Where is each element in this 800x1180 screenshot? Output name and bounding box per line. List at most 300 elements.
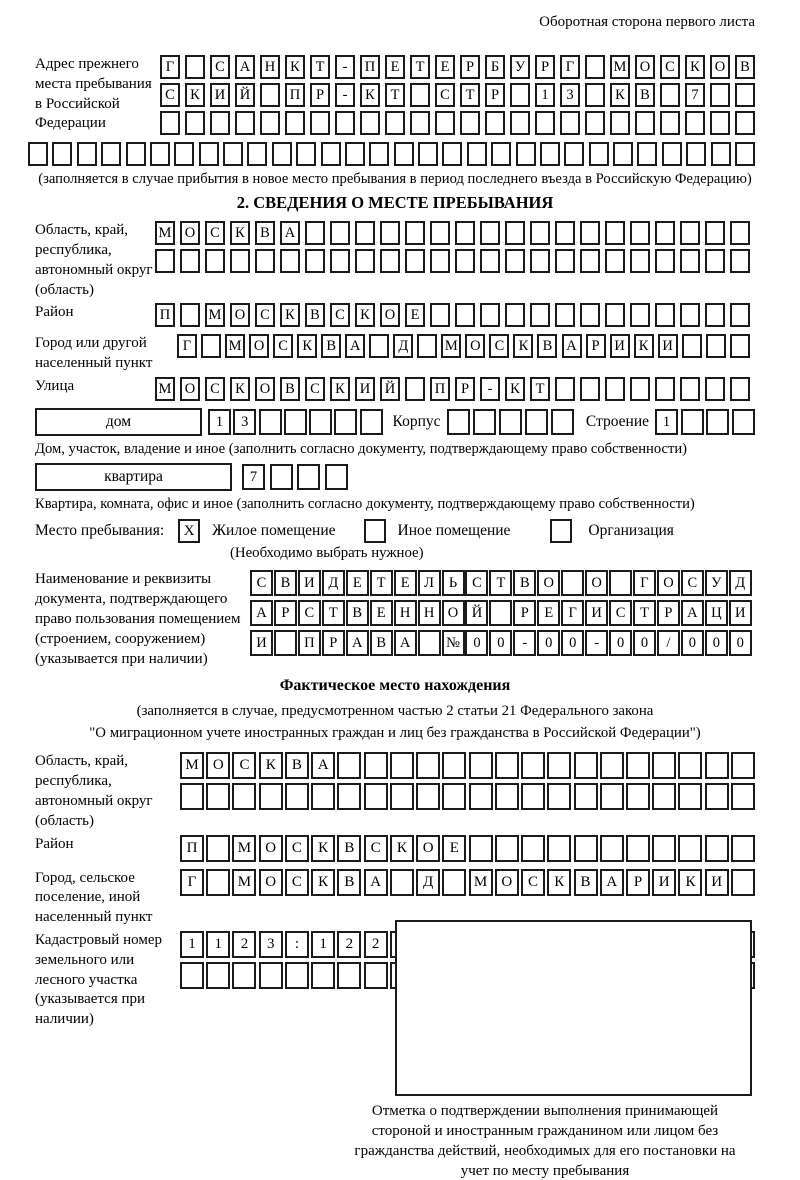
char-box[interactable] xyxy=(686,142,706,166)
char-box[interactable] xyxy=(510,111,530,135)
char-box[interactable]: М xyxy=(441,334,461,358)
char-box[interactable]: Р xyxy=(310,83,330,107)
checkbox-zhiloe[interactable]: X xyxy=(178,519,200,543)
char-box[interactable] xyxy=(460,111,480,135)
char-box[interactable] xyxy=(223,142,243,166)
char-box[interactable]: А xyxy=(280,221,300,245)
char-box[interactable] xyxy=(285,783,309,810)
dom-type-box[interactable]: дом xyxy=(35,408,202,436)
char-box[interactable]: 3 xyxy=(560,83,580,107)
char-box[interactable] xyxy=(685,111,705,135)
char-box[interactable] xyxy=(491,142,511,166)
char-box[interactable] xyxy=(652,783,676,810)
char-box[interactable]: К xyxy=(185,83,205,107)
char-box[interactable] xyxy=(630,377,650,401)
char-box[interactable]: В xyxy=(735,55,755,79)
char-box[interactable] xyxy=(585,55,605,79)
char-box[interactable]: С xyxy=(660,55,680,79)
char-box[interactable] xyxy=(410,83,430,107)
char-box[interactable] xyxy=(296,142,316,166)
char-box[interactable]: Т xyxy=(460,83,480,107)
char-box[interactable]: М xyxy=(225,334,245,358)
char-box[interactable]: 1 xyxy=(655,409,678,435)
char-box[interactable] xyxy=(180,249,200,273)
char-box[interactable]: Й xyxy=(235,83,255,107)
char-box[interactable] xyxy=(360,111,380,135)
char-box[interactable]: И xyxy=(250,630,273,656)
char-box[interactable]: Е xyxy=(394,570,417,596)
char-box[interactable]: Е xyxy=(435,55,455,79)
char-box[interactable]: В xyxy=(513,570,536,596)
char-box[interactable]: Р xyxy=(535,55,555,79)
char-box[interactable]: Г xyxy=(177,334,197,358)
char-box[interactable] xyxy=(330,221,350,245)
checkbox-inoe[interactable] xyxy=(364,519,386,543)
char-box[interactable] xyxy=(199,142,219,166)
char-box[interactable]: Е xyxy=(346,570,369,596)
char-box[interactable] xyxy=(510,83,530,107)
char-box[interactable] xyxy=(360,409,383,435)
char-box[interactable] xyxy=(206,962,230,989)
char-box[interactable]: 1 xyxy=(180,931,204,958)
char-box[interactable] xyxy=(334,409,357,435)
char-box[interactable]: Е xyxy=(442,835,466,862)
char-box[interactable]: С xyxy=(205,377,225,401)
char-box[interactable]: В xyxy=(285,752,309,779)
char-box[interactable]: С xyxy=(285,869,309,896)
char-box[interactable]: М xyxy=(180,752,204,779)
char-box[interactable] xyxy=(260,83,280,107)
char-box[interactable]: М xyxy=(155,221,175,245)
char-box[interactable]: О xyxy=(657,570,680,596)
char-box[interactable] xyxy=(467,142,487,166)
char-box[interactable]: Е xyxy=(405,303,425,327)
char-box[interactable]: К xyxy=(685,55,705,79)
char-box[interactable] xyxy=(364,962,388,989)
char-box[interactable] xyxy=(260,111,280,135)
char-box[interactable] xyxy=(280,249,300,273)
char-box[interactable]: Н xyxy=(260,55,280,79)
char-box[interactable] xyxy=(270,464,293,490)
char-box[interactable]: А xyxy=(235,55,255,79)
char-box[interactable]: А xyxy=(364,869,388,896)
char-box[interactable]: В xyxy=(280,377,300,401)
char-box[interactable]: О xyxy=(249,334,269,358)
char-box[interactable] xyxy=(600,835,624,862)
char-box[interactable]: С xyxy=(210,55,230,79)
char-box[interactable]: Б xyxy=(485,55,505,79)
char-box[interactable] xyxy=(731,783,755,810)
char-box[interactable] xyxy=(705,249,725,273)
char-box[interactable] xyxy=(205,249,225,273)
char-box[interactable]: П xyxy=(180,835,204,862)
char-box[interactable] xyxy=(580,221,600,245)
char-box[interactable] xyxy=(505,249,525,273)
char-box[interactable]: № xyxy=(442,630,465,656)
char-box[interactable] xyxy=(655,221,675,245)
char-box[interactable] xyxy=(680,377,700,401)
char-box[interactable] xyxy=(311,783,335,810)
char-box[interactable] xyxy=(485,111,505,135)
char-box[interactable] xyxy=(442,783,466,810)
char-box[interactable]: У xyxy=(510,55,530,79)
char-box[interactable]: К xyxy=(634,334,654,358)
char-box[interactable] xyxy=(380,221,400,245)
char-box[interactable] xyxy=(732,409,755,435)
char-box[interactable] xyxy=(730,303,750,327)
char-box[interactable]: М xyxy=(610,55,630,79)
char-box[interactable]: Р xyxy=(626,869,650,896)
char-box[interactable]: П xyxy=(430,377,450,401)
char-box[interactable] xyxy=(585,111,605,135)
char-box[interactable]: 0 xyxy=(609,630,632,656)
char-box[interactable] xyxy=(521,752,545,779)
char-box[interactable] xyxy=(394,142,414,166)
char-box[interactable]: В xyxy=(574,869,598,896)
char-box[interactable]: Т xyxy=(489,570,512,596)
char-box[interactable] xyxy=(206,869,230,896)
char-box[interactable]: 3 xyxy=(259,931,283,958)
char-box[interactable] xyxy=(735,83,755,107)
char-box[interactable] xyxy=(405,377,425,401)
char-box[interactable]: К xyxy=(505,377,525,401)
char-box[interactable]: Г xyxy=(160,55,180,79)
char-box[interactable] xyxy=(442,142,462,166)
char-box[interactable]: М xyxy=(205,303,225,327)
char-box[interactable] xyxy=(547,783,571,810)
char-box[interactable] xyxy=(230,249,250,273)
char-box[interactable]: О xyxy=(635,55,655,79)
char-box[interactable] xyxy=(495,752,519,779)
char-box[interactable]: К xyxy=(311,835,335,862)
char-box[interactable]: 0 xyxy=(465,630,488,656)
char-box[interactable] xyxy=(655,303,675,327)
char-box[interactable]: 0 xyxy=(489,630,512,656)
char-box[interactable] xyxy=(180,303,200,327)
char-box[interactable]: С xyxy=(364,835,388,862)
char-box[interactable] xyxy=(416,752,440,779)
char-box[interactable] xyxy=(418,142,438,166)
char-box[interactable] xyxy=(337,783,361,810)
char-box[interactable] xyxy=(626,783,650,810)
char-box[interactable] xyxy=(730,221,750,245)
char-box[interactable]: С xyxy=(465,570,488,596)
char-box[interactable]: 0 xyxy=(561,630,584,656)
char-box[interactable] xyxy=(605,221,625,245)
char-box[interactable] xyxy=(530,303,550,327)
char-box[interactable]: В xyxy=(537,334,557,358)
char-box[interactable] xyxy=(705,783,729,810)
char-box[interactable] xyxy=(730,249,750,273)
char-box[interactable]: В xyxy=(370,630,393,656)
char-box[interactable] xyxy=(150,142,170,166)
char-box[interactable] xyxy=(660,83,680,107)
char-box[interactable] xyxy=(574,783,598,810)
char-box[interactable]: Р xyxy=(586,334,606,358)
char-box[interactable] xyxy=(455,221,475,245)
char-box[interactable]: 0 xyxy=(681,630,704,656)
char-box[interactable]: И xyxy=(298,570,321,596)
char-box[interactable] xyxy=(417,334,437,358)
char-box[interactable] xyxy=(480,221,500,245)
char-box[interactable] xyxy=(530,249,550,273)
char-box[interactable]: 3 xyxy=(233,409,256,435)
char-box[interactable] xyxy=(705,752,729,779)
char-box[interactable]: К xyxy=(230,221,250,245)
char-box[interactable] xyxy=(495,783,519,810)
char-box[interactable] xyxy=(272,142,292,166)
char-box[interactable] xyxy=(561,570,584,596)
char-box[interactable] xyxy=(155,249,175,273)
char-box[interactable] xyxy=(551,409,574,435)
char-box[interactable] xyxy=(405,221,425,245)
char-box[interactable]: С xyxy=(255,303,275,327)
char-box[interactable]: Ь xyxy=(442,570,465,596)
char-box[interactable] xyxy=(77,142,97,166)
char-box[interactable]: О xyxy=(206,752,230,779)
char-box[interactable] xyxy=(589,142,609,166)
char-box[interactable] xyxy=(410,111,430,135)
char-box[interactable] xyxy=(626,752,650,779)
char-box[interactable]: Г xyxy=(560,55,580,79)
char-box[interactable] xyxy=(600,752,624,779)
char-box[interactable]: С xyxy=(489,334,509,358)
char-box[interactable]: Д xyxy=(393,334,413,358)
char-box[interactable] xyxy=(731,835,755,862)
char-box[interactable]: Н xyxy=(418,600,441,626)
char-box[interactable] xyxy=(447,409,470,435)
char-box[interactable] xyxy=(535,111,555,135)
char-box[interactable]: К xyxy=(280,303,300,327)
char-box[interactable]: Р xyxy=(460,55,480,79)
char-box[interactable]: Т xyxy=(385,83,405,107)
char-box[interactable] xyxy=(580,303,600,327)
char-box[interactable]: М xyxy=(469,869,493,896)
char-box[interactable]: А xyxy=(562,334,582,358)
char-box[interactable] xyxy=(285,111,305,135)
char-box[interactable]: А xyxy=(346,630,369,656)
char-box[interactable]: И xyxy=(652,869,676,896)
char-box[interactable] xyxy=(605,303,625,327)
char-box[interactable]: О xyxy=(710,55,730,79)
char-box[interactable]: О xyxy=(230,303,250,327)
char-box[interactable]: И xyxy=(610,334,630,358)
char-box[interactable] xyxy=(206,835,230,862)
char-box[interactable] xyxy=(369,334,389,358)
char-box[interactable] xyxy=(730,377,750,401)
char-box[interactable]: С xyxy=(273,334,293,358)
char-box[interactable] xyxy=(305,221,325,245)
char-box[interactable] xyxy=(705,835,729,862)
char-box[interactable] xyxy=(585,83,605,107)
char-box[interactable]: 0 xyxy=(705,630,728,656)
char-box[interactable] xyxy=(505,303,525,327)
char-box[interactable]: А xyxy=(345,334,365,358)
char-box[interactable] xyxy=(232,783,256,810)
char-box[interactable] xyxy=(680,249,700,273)
char-box[interactable]: И xyxy=(729,600,752,626)
char-box[interactable]: С xyxy=(285,835,309,862)
char-box[interactable] xyxy=(473,409,496,435)
char-box[interactable]: К xyxy=(285,55,305,79)
char-box[interactable] xyxy=(626,835,650,862)
char-box[interactable] xyxy=(613,142,633,166)
char-box[interactable]: С xyxy=(205,221,225,245)
char-box[interactable] xyxy=(101,142,121,166)
char-box[interactable]: С xyxy=(250,570,273,596)
char-box[interactable]: К xyxy=(297,334,317,358)
char-box[interactable]: 0 xyxy=(537,630,560,656)
char-box[interactable]: С xyxy=(160,83,180,107)
char-box[interactable]: 0 xyxy=(729,630,752,656)
char-box[interactable]: Г xyxy=(561,600,584,626)
char-box[interactable]: И xyxy=(658,334,678,358)
char-box[interactable] xyxy=(706,409,729,435)
char-box[interactable]: К xyxy=(360,83,380,107)
char-box[interactable]: Е xyxy=(537,600,560,626)
char-box[interactable] xyxy=(655,377,675,401)
char-box[interactable] xyxy=(652,752,676,779)
char-box[interactable] xyxy=(610,111,630,135)
char-box[interactable]: В xyxy=(305,303,325,327)
char-box[interactable]: А xyxy=(250,600,273,626)
char-box[interactable] xyxy=(516,142,536,166)
char-box[interactable] xyxy=(442,869,466,896)
char-box[interactable]: 2 xyxy=(364,931,388,958)
char-box[interactable] xyxy=(580,249,600,273)
char-box[interactable] xyxy=(580,377,600,401)
char-box[interactable] xyxy=(731,869,755,896)
char-box[interactable]: О xyxy=(416,835,440,862)
char-box[interactable]: Ц xyxy=(705,600,728,626)
char-box[interactable]: Г xyxy=(633,570,656,596)
char-box[interactable]: : xyxy=(285,931,309,958)
char-box[interactable] xyxy=(390,752,414,779)
char-box[interactable] xyxy=(435,111,455,135)
char-box[interactable]: К xyxy=(311,869,335,896)
char-box[interactable]: - xyxy=(513,630,536,656)
char-box[interactable] xyxy=(652,835,676,862)
char-box[interactable]: К xyxy=(513,334,533,358)
char-box[interactable] xyxy=(547,835,571,862)
char-box[interactable]: С xyxy=(681,570,704,596)
char-box[interactable] xyxy=(325,464,348,490)
char-box[interactable]: Д xyxy=(416,869,440,896)
char-box[interactable] xyxy=(564,142,584,166)
char-box[interactable] xyxy=(706,334,726,358)
char-box[interactable] xyxy=(681,409,704,435)
char-box[interactable]: 1 xyxy=(208,409,231,435)
char-box[interactable] xyxy=(430,249,450,273)
char-box[interactable]: В xyxy=(346,600,369,626)
char-box[interactable]: И xyxy=(210,83,230,107)
char-box[interactable] xyxy=(52,142,72,166)
char-box[interactable]: С xyxy=(521,869,545,896)
char-box[interactable] xyxy=(180,962,204,989)
char-box[interactable]: О xyxy=(442,600,465,626)
char-box[interactable]: - xyxy=(585,630,608,656)
char-box[interactable]: Н xyxy=(394,600,417,626)
char-box[interactable]: И xyxy=(705,869,729,896)
char-box[interactable]: О xyxy=(180,377,200,401)
char-box[interactable] xyxy=(600,783,624,810)
char-box[interactable] xyxy=(201,334,221,358)
char-box[interactable]: Й xyxy=(465,600,488,626)
char-box[interactable]: А xyxy=(600,869,624,896)
char-box[interactable] xyxy=(574,835,598,862)
char-box[interactable]: С xyxy=(330,303,350,327)
char-box[interactable] xyxy=(678,783,702,810)
char-box[interactable]: Т xyxy=(310,55,330,79)
char-box[interactable]: Р xyxy=(322,630,345,656)
char-box[interactable] xyxy=(28,142,48,166)
char-box[interactable]: Р xyxy=(513,600,536,626)
char-box[interactable] xyxy=(521,783,545,810)
char-box[interactable]: С xyxy=(305,377,325,401)
char-box[interactable] xyxy=(442,752,466,779)
char-box[interactable] xyxy=(662,142,682,166)
char-box[interactable]: П xyxy=(298,630,321,656)
char-box[interactable]: О xyxy=(585,570,608,596)
char-box[interactable] xyxy=(284,409,307,435)
char-box[interactable] xyxy=(232,962,256,989)
char-box[interactable] xyxy=(630,249,650,273)
char-box[interactable] xyxy=(337,962,361,989)
char-box[interactable]: О xyxy=(259,869,283,896)
char-box[interactable] xyxy=(255,249,275,273)
char-box[interactable] xyxy=(555,303,575,327)
char-box[interactable] xyxy=(180,783,204,810)
char-box[interactable]: О xyxy=(380,303,400,327)
char-box[interactable] xyxy=(469,783,493,810)
char-box[interactable] xyxy=(635,111,655,135)
char-box[interactable]: - xyxy=(480,377,500,401)
char-box[interactable] xyxy=(364,783,388,810)
char-box[interactable] xyxy=(735,111,755,135)
char-box[interactable]: В xyxy=(321,334,341,358)
char-box[interactable] xyxy=(335,111,355,135)
char-box[interactable] xyxy=(274,630,297,656)
char-box[interactable]: - xyxy=(335,55,355,79)
char-box[interactable]: С xyxy=(298,600,321,626)
char-box[interactable] xyxy=(605,249,625,273)
char-box[interactable]: Д xyxy=(322,570,345,596)
char-box[interactable]: Г xyxy=(180,869,204,896)
char-box[interactable]: М xyxy=(232,869,256,896)
char-box[interactable] xyxy=(405,249,425,273)
char-box[interactable]: О xyxy=(465,334,485,358)
char-box[interactable] xyxy=(731,752,755,779)
char-box[interactable] xyxy=(416,783,440,810)
char-box[interactable] xyxy=(605,377,625,401)
char-box[interactable] xyxy=(710,111,730,135)
char-box[interactable]: Т xyxy=(530,377,550,401)
char-box[interactable] xyxy=(390,869,414,896)
char-box[interactable] xyxy=(711,142,731,166)
char-box[interactable] xyxy=(525,409,548,435)
char-box[interactable]: К xyxy=(678,869,702,896)
char-box[interactable]: / xyxy=(657,630,680,656)
char-box[interactable] xyxy=(705,221,725,245)
char-box[interactable]: С xyxy=(232,752,256,779)
char-box[interactable] xyxy=(259,409,282,435)
char-box[interactable] xyxy=(321,142,341,166)
char-box[interactable] xyxy=(259,962,283,989)
char-box[interactable]: К xyxy=(610,83,630,107)
char-box[interactable] xyxy=(469,835,493,862)
char-box[interactable] xyxy=(505,221,525,245)
char-box[interactable] xyxy=(495,835,519,862)
